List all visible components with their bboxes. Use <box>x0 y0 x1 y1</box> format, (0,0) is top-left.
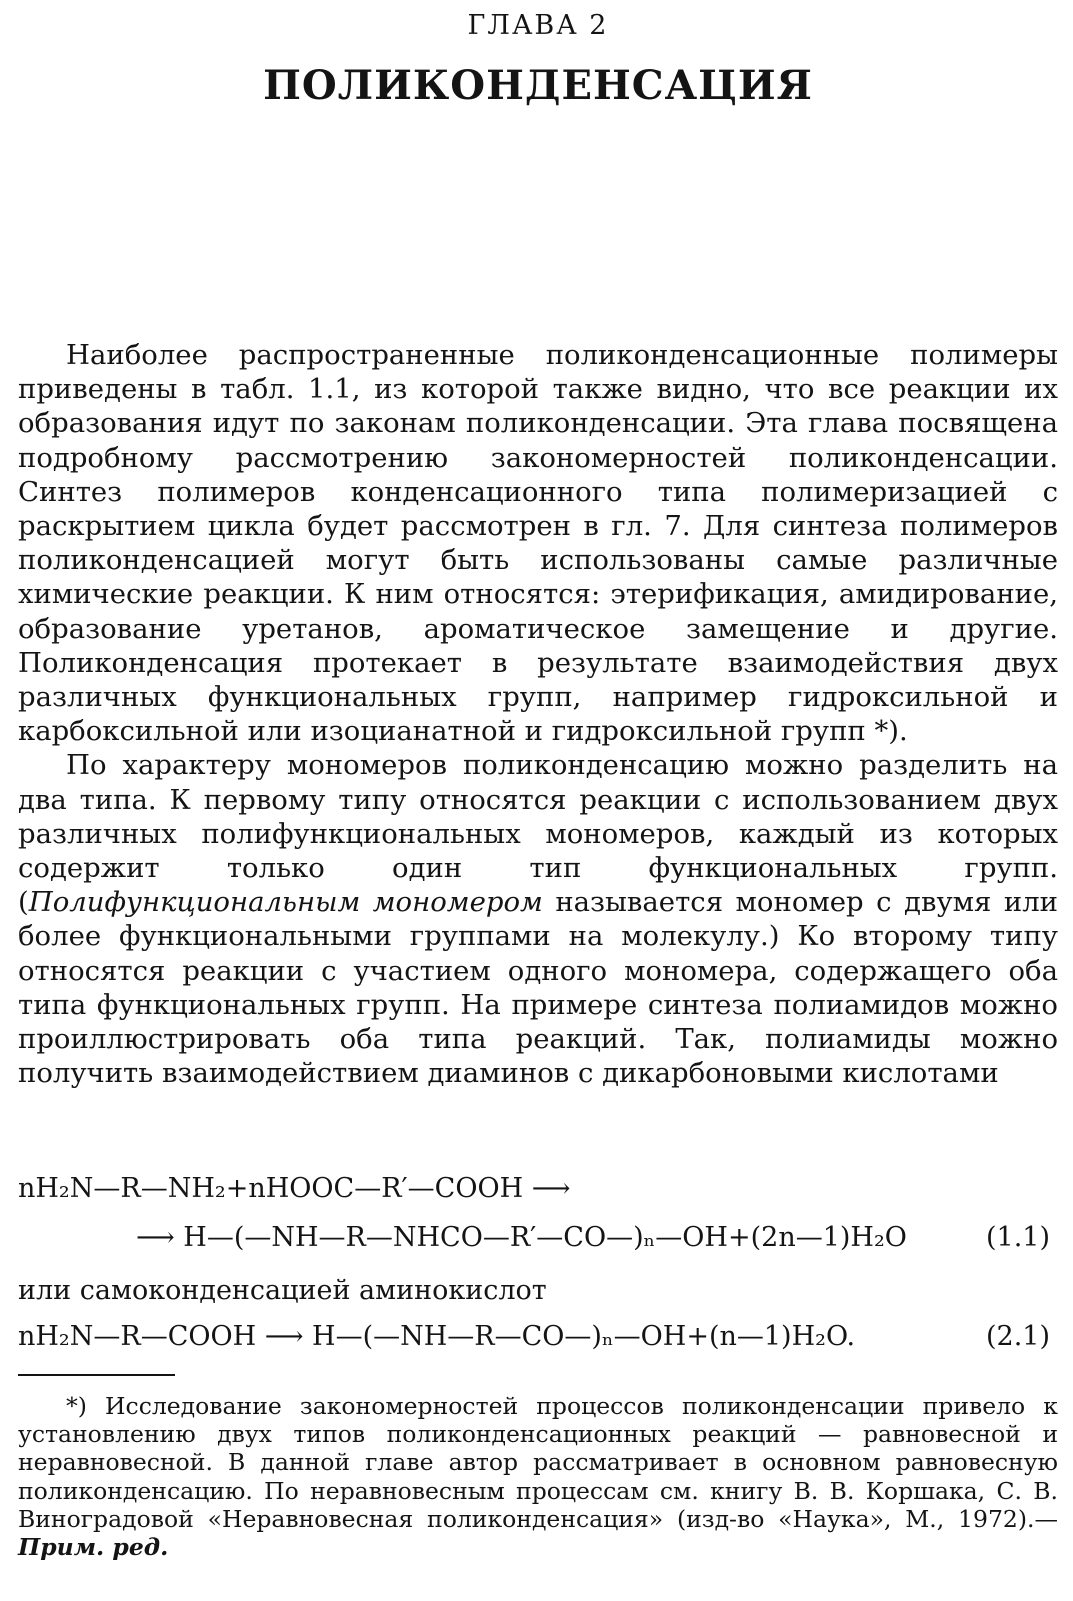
page <box>18 0 1058 1601</box>
chapter-title: ПОЛИКОНДЕНСАЦИЯ <box>263 62 813 109</box>
footnote-divider <box>18 1374 175 1376</box>
footnote <box>18 1392 1058 1561</box>
equation-number-1-1: (1.1) <box>985 1222 1050 1253</box>
footnote-paragraph <box>18 1392 1058 1561</box>
editor-note: Прим. ред. <box>18 1533 169 1562</box>
equation-1-1-line2 <box>18 1222 1058 1253</box>
equation-2-1 <box>18 1321 1058 1352</box>
main-text <box>18 338 1058 1090</box>
equation-1-1-line1: nH₂N—R—NH₂+nHOOC—R′—COOH ⟶ <box>18 1173 571 1204</box>
footnote-text: *) Исследование закономерностей процессов поликонденсации привело к установлению двух типов поликонденсационных реакций — равновесной и неравновесной. В данной главе автор рассматривает в основном равновесную поликонденсацию. По неравновесным процессам см. книгу В. В. Коршака, С. В. Виноградовой «Неравновесная поликонденсация» (изд-во «Наука», М., 1972).— <box>18 1392 1058 1533</box>
paragraph-types <box>18 748 1058 1090</box>
paragraph-intro: Наиболее распространенные поликонденсационные полимеры приведены в табл. 1.1, из которой также видно, что все реакции их образования идут по законам поликонденсации. Эта глава посвящена подробному рассмотрению закономерностей поликонденсации. Синтез полимеров конденсационного типа полимеризацией с раскрытием цикла будет рассмотрен в гл. 7. Для синтеза полимеров поликонденсацией могут быть использованы самые различные химические реакции. К ним относятся: этерификация, амидирование, образование уретанов, ароматическое замещение и другие. Поликонденсация протекает в результате взаимодействия двух различных функциональных групп, например гидроксильной и карбоксильной или изоцианатной и гидроксильной групп *). <box>18 339 1058 748</box>
equation-number-2-1: (2.1) <box>985 1321 1050 1352</box>
equation-2-1-body: nH₂N—R—COOH ⟶ H—(—NH—R—CO—)ₙ—OH+(n—1)H₂O. <box>18 1321 856 1352</box>
paragraph-types-part1: По характеру мономеров поликонденсацию можно разделить на два типа. К первому типу относятся реакции с использованием двух различных полифункциональных мономеров, каждый из которых содержит только один тип функциональных групп. ( <box>18 749 1058 919</box>
chapter-label: ГЛАВА 2 <box>467 10 609 41</box>
between-equations-text: или самоконденсацией аминокислот <box>18 1275 547 1306</box>
equation-1-1-body: ⟶ H—(—NH—R—NHCO—R′—CO—)ₙ—OH+(2n—1)H₂O <box>136 1222 907 1253</box>
polyfunctional-monomer-term: Полифункциональным мономером <box>28 886 543 919</box>
paragraph-types-part2: называется мономер с двумя или более функциональными группами на молекулу.) Ко второму типу относятся реакции с участием одного мономера, содержащего оба типа функциональных групп. На примере синтеза полиамидов можно проиллюстрировать оба типа реакций. Так, полиамиды можно получить взаимодействием диаминов с дикарбоновыми кислотами <box>18 886 1058 1090</box>
